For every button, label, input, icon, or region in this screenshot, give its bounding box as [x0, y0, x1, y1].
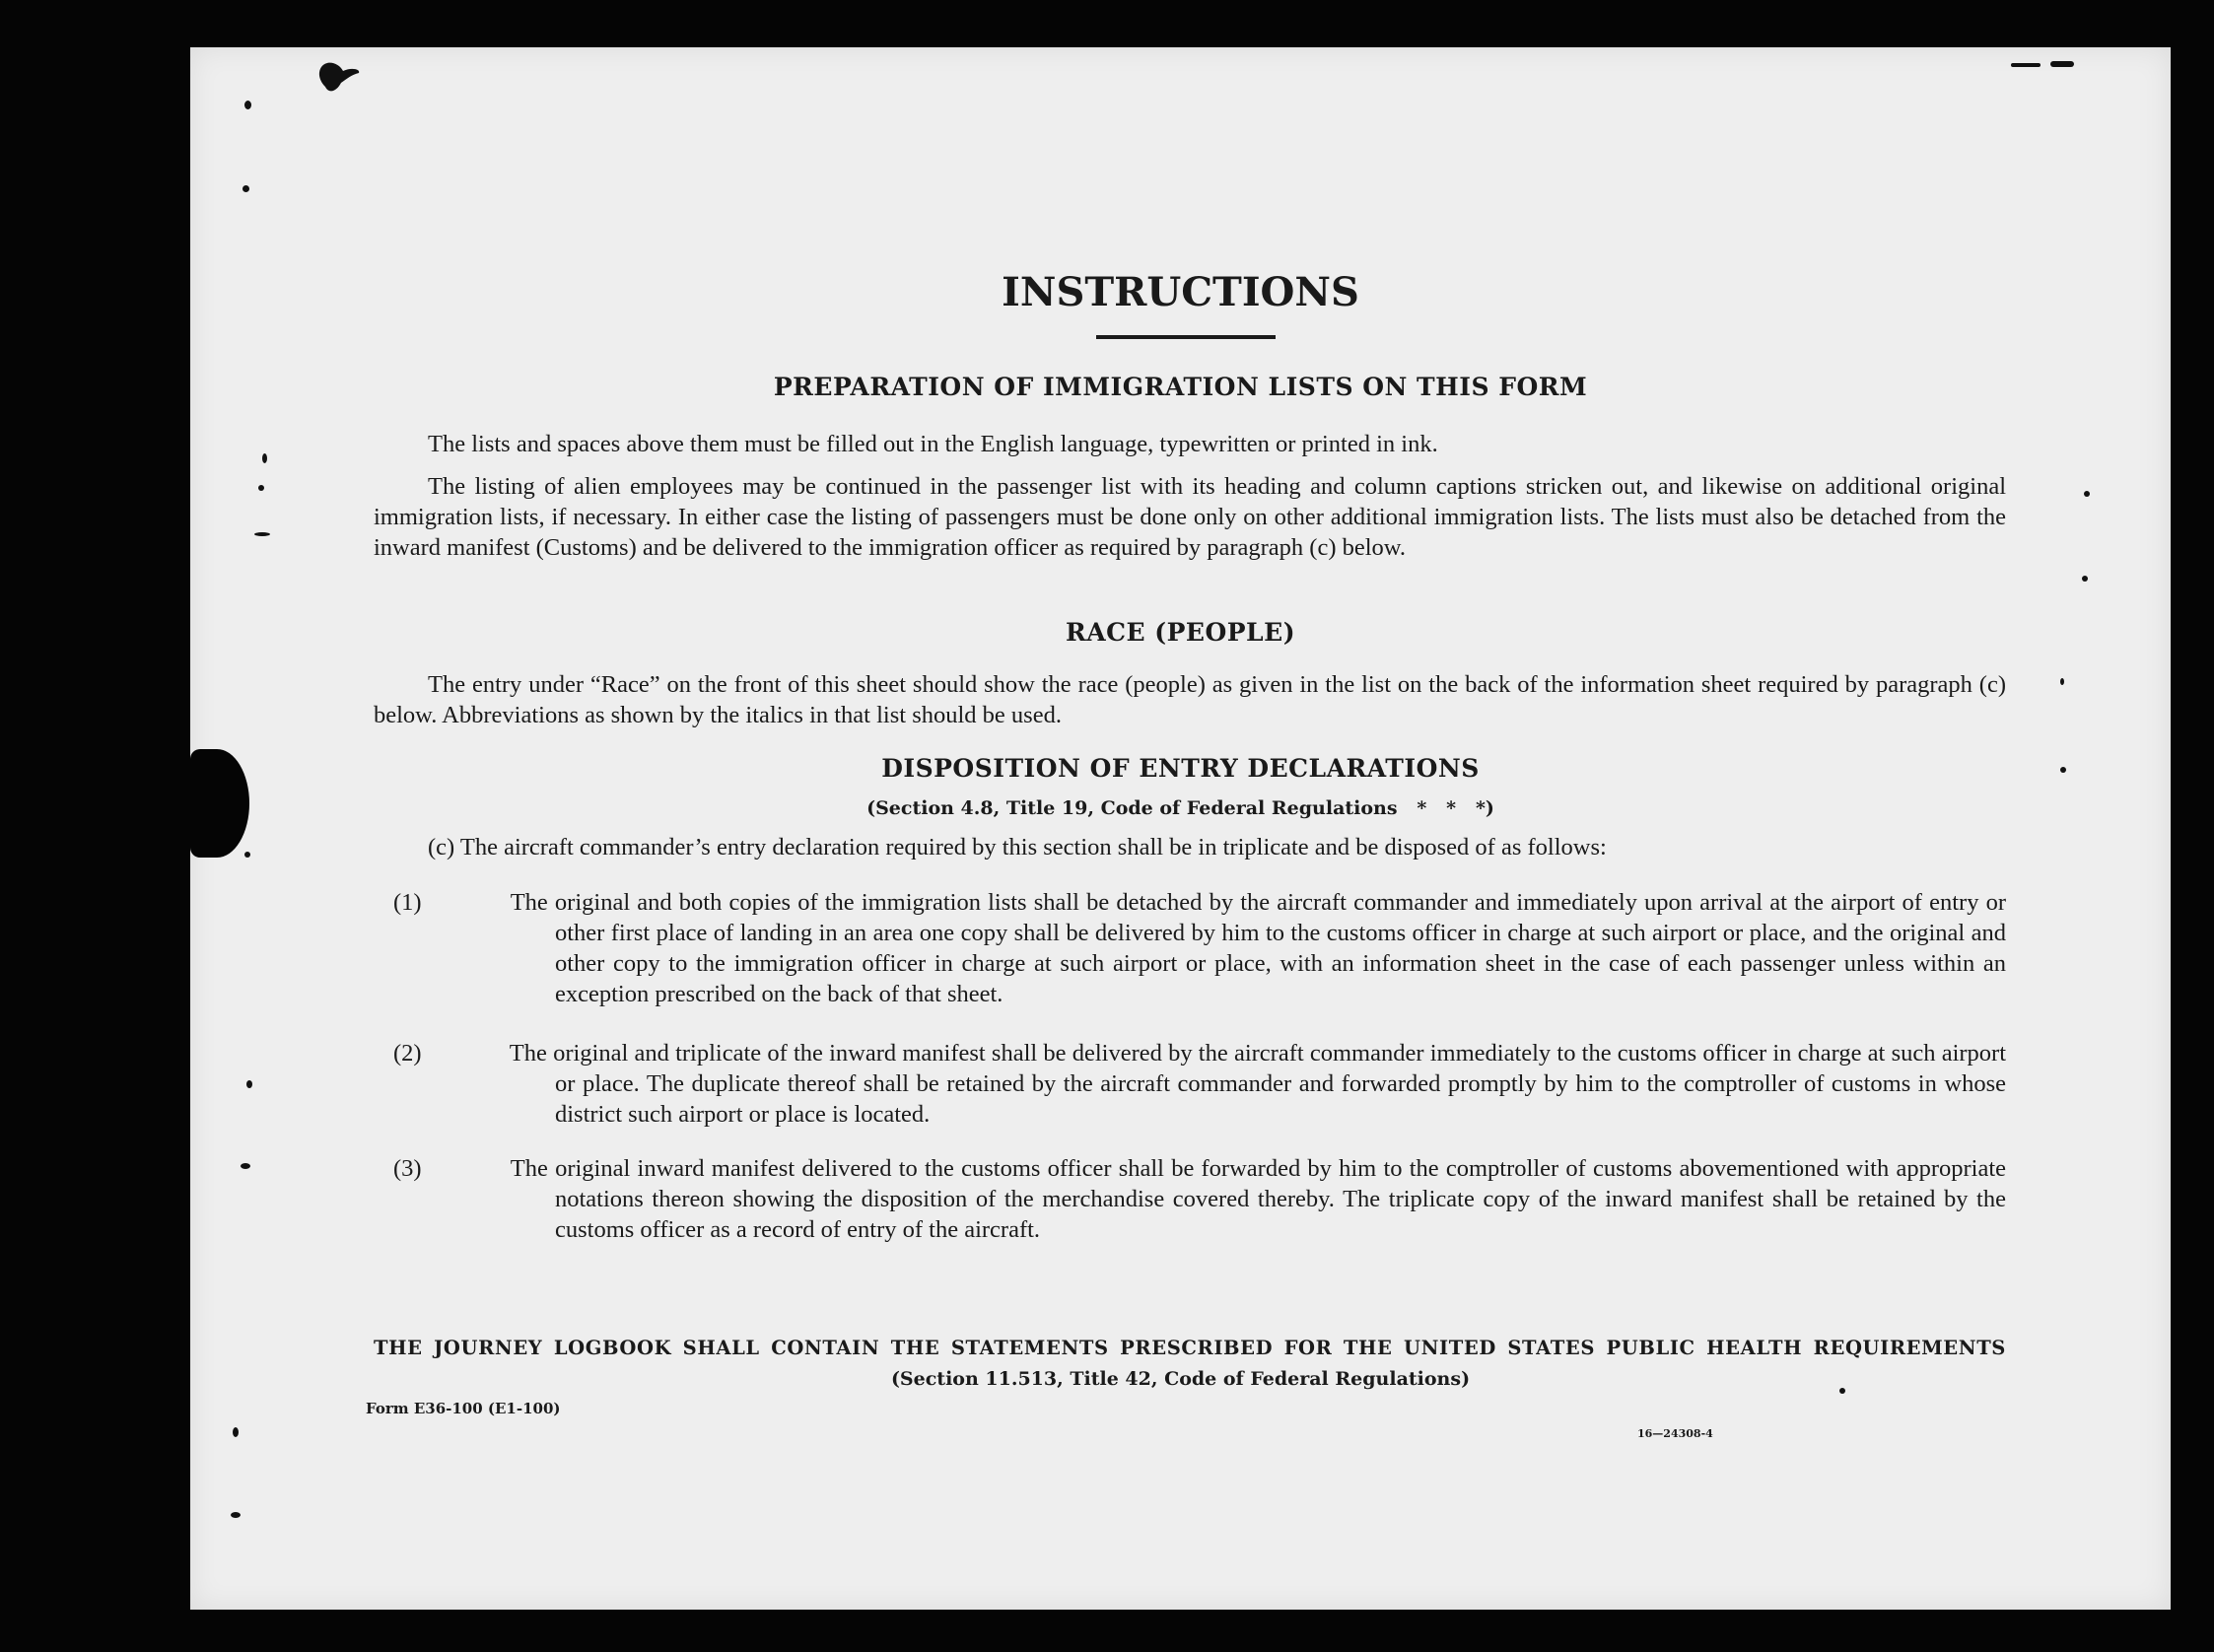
title-underline: [1096, 335, 1276, 339]
speck-mark: [1839, 1388, 1845, 1394]
item-text: The original inward manifest delivered to the customs officer shall be forwarded by him to the comptroller of customs abovementioned with appropriate notations thereon showing the disposition of the merchandise covered thereby. The triplicate copy of the inward manifest shall be retained by the customs officer as a record of entry of the aircraft.: [510, 1155, 2007, 1243]
item-text: The original and triplicate of the inward manifest shall be delivered by the aircraft commander immediately to the customs officer in charge at such airport or place. The duplicate thereof shall be retained by the aircraft commander and forwarded promptly by him to the comptroller of customs in whose district such airport or place is located.: [509, 1040, 2006, 1128]
health-requirement-citation: (Section 11.513, Title 42, Code of Federal Regulations): [890, 1368, 1471, 1390]
item-number: (1): [393, 889, 422, 916]
speck-mark: [244, 852, 250, 858]
form-number: Form E36-100 (E1-100): [366, 1400, 561, 1417]
preparation-heading: PREPARATION OF IMMIGRATION LISTS ON THIS FORM: [773, 373, 1588, 401]
speck-mark: [2082, 576, 2088, 582]
speck-mark: [246, 1080, 252, 1088]
speck-mark: [2050, 61, 2074, 67]
race-heading: RACE (PEOPLE): [1065, 618, 1296, 647]
speck-mark: [2060, 767, 2066, 773]
speck-mark: [2084, 491, 2090, 497]
preparation-paragraph-1: The lists and spaces above them must be filled out in the English language, typewritten or printed in ink.: [428, 431, 1438, 457]
list-item: [393, 887, 2006, 1009]
item-number: (2): [393, 1040, 422, 1067]
speck-mark: [254, 532, 270, 536]
ink-blot-mark: [317, 57, 363, 97]
speck-mark: [2011, 63, 2041, 67]
speck-mark: [262, 453, 267, 463]
print-code: 16—24308-4: [1637, 1427, 1713, 1440]
disposition-intro: (c) The aircraft commander’s entry declaration required by this section shall be in triplicate and be disposed of as follows:: [428, 834, 1607, 860]
item-text: The original and both copies of the immigration lists shall be detached by the aircraft commander and immediately upon arrival at the airport of entry or other first place of landing in an area one copy shall be delivered by him to the customs officer in charge at such airport or place, and the original and other copy to the immigration officer in charge at such airport or place, with an information sheet in the case of each passenger unless within an exception prescribed on the back of that sheet.: [510, 889, 2006, 1007]
page-title: INSTRUCTIONS: [1002, 269, 1359, 315]
speck-mark: [2060, 678, 2064, 685]
disposition-item-1: [393, 887, 2006, 1009]
disposition-citation: (Section 4.8, Title 19, Code of Federal Regulations * * *): [866, 797, 1494, 819]
list-item: [393, 1153, 2007, 1245]
document-sheet: [190, 47, 2171, 1610]
race-paragraph: The entry under “Race” on the front of this sheet should show the race (people) as given in the list on the back of the information sheet required by paragraph (c) below. Abbreviations as shown by the italics in that list should be used.: [374, 671, 2006, 728]
speck-mark: [258, 485, 264, 491]
preparation-paragraph-2: The listing of alien employees may be continued in the passenger list with its heading and column captions stricken out, and likewise on additional original immigration lists, if necessary. In either case the listing of passengers must be done only on other additional immigration lists. The lists must also be detached from the inward manifest (Customs) and be delivered to the immigration officer as required by paragraph (c) below.: [374, 473, 2006, 561]
speck-mark: [241, 1163, 250, 1169]
disposition-heading: DISPOSITION OF ENTRY DECLARATIONS: [881, 754, 1480, 783]
list-item: [393, 1038, 2006, 1130]
speck-mark: [233, 1427, 239, 1437]
disposition-item-3: [393, 1153, 2007, 1245]
speck-mark: [244, 101, 251, 109]
speck-mark: [231, 1512, 241, 1518]
item-number: (3): [393, 1155, 422, 1182]
speck-mark: [242, 185, 249, 192]
disposition-item-2: [393, 1038, 2006, 1130]
health-requirement-statement: THE JOURNEY LOGBOOK SHALL CONTAIN THE STATEMENTS PRESCRIBED FOR THE UNITED STATES PUBLIC HEALTH REQUIREMENTS: [374, 1337, 2006, 1359]
